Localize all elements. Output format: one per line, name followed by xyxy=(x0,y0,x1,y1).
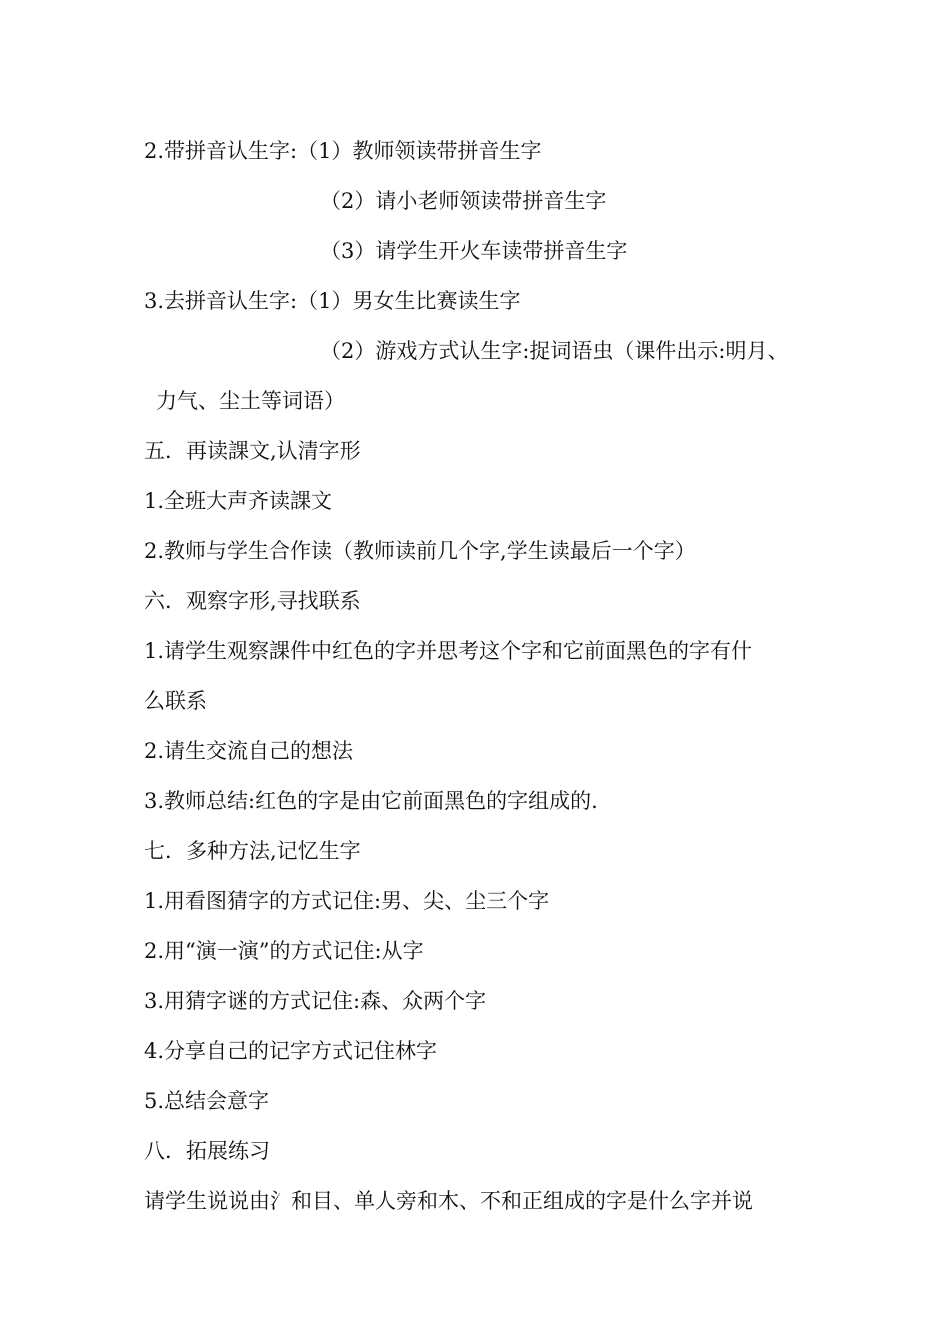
text-line: 2.带拼音认生字:（1）教师领读带拼音生字 xyxy=(144,139,542,163)
text-line: （2）游戏方式认生字:捉词语虫（课件出示:明月、 xyxy=(320,339,789,363)
document-body xyxy=(144,131,824,1231)
section-heading: 七．多种方法,记忆生字 xyxy=(144,839,361,863)
section-heading: 五．再读課文,认清字形 xyxy=(144,439,361,463)
section-heading: 六．观察字形,寻找联系 xyxy=(144,589,361,613)
text-line: 3.教师总结:红色的字是由它前面黑色的字组成的. xyxy=(144,789,598,813)
text-line: 1.请学生观察課件中红色的字并思考这个字和它前面黑色的字有什 xyxy=(144,639,753,663)
text-line: 请学生说说由氵和目、单人旁和木、不和正组成的字是什么字并说 xyxy=(144,1189,753,1213)
text-line: 2.教师与学生合作读（教师读前几个字,学生读最后一个字） xyxy=(144,539,696,563)
text-line: 2.请生交流自己的想法 xyxy=(144,739,354,763)
text-line: 2.用“演一演”的方式记住:从字 xyxy=(144,939,424,963)
text-line: 4.分享自己的记字方式记住林字 xyxy=(144,1039,438,1063)
section-heading: 八．拓展练习 xyxy=(144,1139,270,1163)
text-line: 3.用猜字谜的方式记住:森、众两个字 xyxy=(144,989,487,1013)
text-line: 力气、尘土等词语） xyxy=(156,389,345,413)
text-line: （2）请小老师领读带拼音生字 xyxy=(320,189,607,213)
text-line: 么联系 xyxy=(144,689,207,713)
text-line: （3）请学生开火车读带拼音生字 xyxy=(320,239,628,263)
text-line: 1.全班大声齐读課文 xyxy=(144,489,333,513)
text-line: 1.用看图猜字的方式记住:男、尖、尘三个字 xyxy=(144,889,550,913)
text-line: 3.去拼音认生字:（1）男女生比赛读生字 xyxy=(144,289,521,313)
text-line: 5.总结会意字 xyxy=(144,1089,270,1113)
